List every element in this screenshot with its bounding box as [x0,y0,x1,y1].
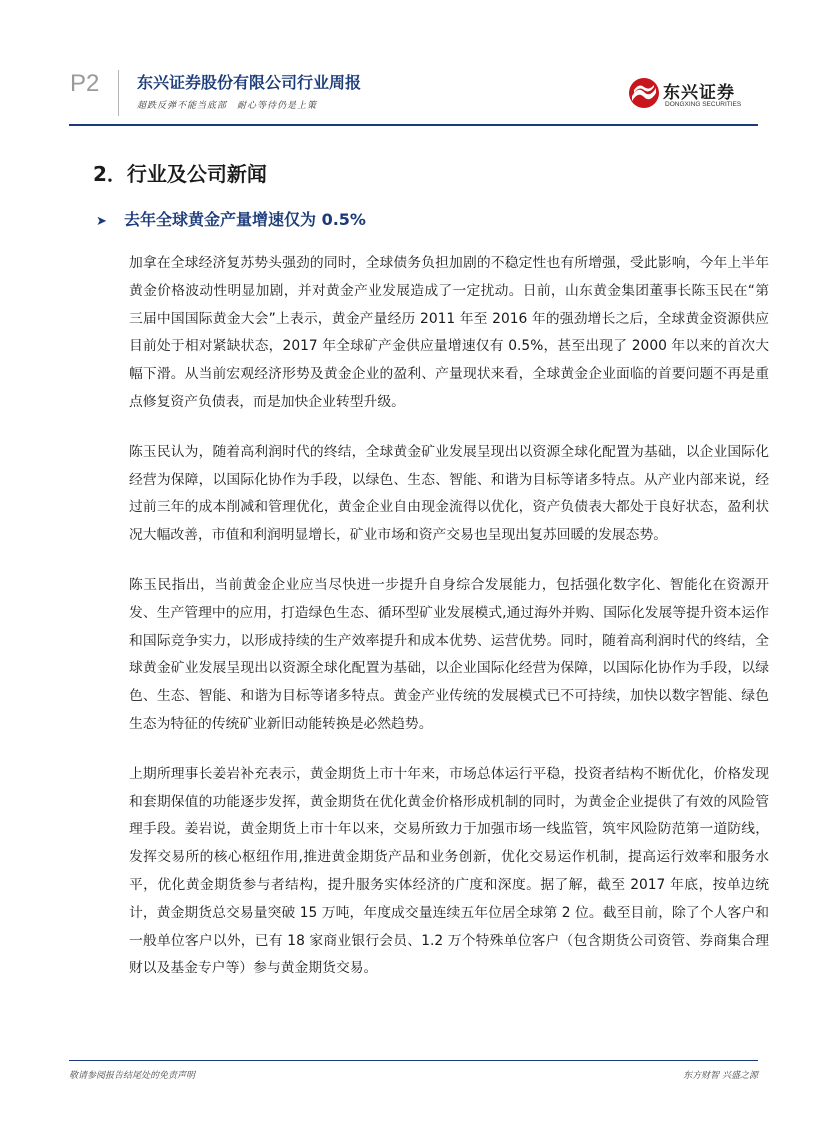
news-title-row [96,207,366,230]
header-rule [69,124,758,126]
header-divider [118,70,119,116]
report-subtitle: 超跌反弹不能当底部 耐心等待仍是上策 [137,101,318,111]
paragraph: 加拿在全球经济复苏势头强劲的同时，全球债务负担加剧的不稳定性也有所增强，受此影响，今年上半年黄金价格波动性明显加剧，并对黄金产业发展造成了一定扰动。日前，山东黄金集团董事长陈玉民在“第三届中国国际黄金大会”上表示，黄金产量经历 2011 年至 2016 年的强劲增长之后，全球黄金资源供应目前处于相对紧缺状态，2017 年全球矿产金供应量增速仅有 0.5%，甚至出现了 2000 年以来的首次大幅下滑。从当前宏观经济形势及黄金企业的盈利、产量现状来看，全球黄金企业面临的首要问题不再是重点修复资产负债表，而是加快企业转型升级。 [129,255,769,410]
footer-disclaimer: 敬请参阅报告结尾处的免责声明 [69,1071,196,1081]
news-title: 去年全球黄金产量增速仅为 0.5% [124,210,366,229]
paragraph: 陈玉民指出，当前黄金企业应当尽快进一步提升自身综合发展能力，包括强化数字化、智能化在资源开发、生产管理中的应用，打造绿色生态、循环型矿业发展模式,通过海外并购、国际化发展等提升资本运作和国际竞争实力，以形成持续的生产效率提升和成本优势、运营优势。同时，随着高利润时代的终结，全球黄金矿业发展呈现出以资源全球化配置为基础，以企业国际化经营为保障，以国际化协作为手段，以绿色、生态、智能、和谐为目标等诸多特点。黄金产业传统的发展模式已不可持续，加快以数字智能、绿色生态为特征的传统矿业新旧动能转换是必然趋势。 [129,576,769,732]
dongxing-logo-icon [628,76,660,110]
section-heading: 2．行业及公司新闻 [93,162,267,186]
article-body [129,250,769,1005]
paragraph: 陈玉民认为，随着高利润时代的终结，全球黄金矿业发展呈现出以资源全球化配置为基础，以企业国际化经营为保障，以国际化协作为手段，以绿色、生态、智能、和谐为目标等诸多特点。从产业内部来说，经过前三年的成本削减和管理优化，黄金企业自由现金流得以优化，资产负债表大都处于良好状态，盈利状况大幅改善，市值和利润明显增长，矿业市场和资产交易也呈现出复苏回暖的发展态势。 [129,443,769,544]
report-title: 东兴证券股份有限公司行业周报 [137,73,362,92]
arrow-bullet-icon: ➤ [96,214,107,229]
footer-slogan: 东方财智 兴盛之源 [683,1071,758,1081]
company-logo [628,76,758,116]
page-number: P2 [70,70,100,97]
logo-name-en: DONGXING SECURITIES [665,101,742,108]
footer-rule [69,1060,758,1061]
logo-name-cn: 东兴证券 [663,83,735,103]
paragraph: 上期所理事长姜岩补充表示，黄金期货上市十年来，市场总体运行平稳，投资者结构不断优化，价格发现和套期保值的功能逐步发挥，黄金期货在优化黄金价格形成机制的同时，为黄金企业提供了有效的风险管理手段。姜岩说，黄金期货上市十年以来，交易所致力于加强市场一线监管，筑牢风险防范第一道防线，发挥交易所的核心枢纽作用,推进黄金期货产品和业务创新，优化交易运作机制，提高运行效率和服务水平，优化黄金期货参与者结构，提升服务实体经济的广度和深度。据了解，截至 2017 年底，按单边统计，黄金期货总交易量突破 15 万吨，年度成交量连续五年位居全球第 2 位。截至目前，除了个人客户和一般单位客户以外，已有 18 家商业银行会员、1.2 万个特殊单位客户（包含期货公司资管、券商集合理财以及基金专户等）参与黄金期货交易。 [129,765,769,977]
